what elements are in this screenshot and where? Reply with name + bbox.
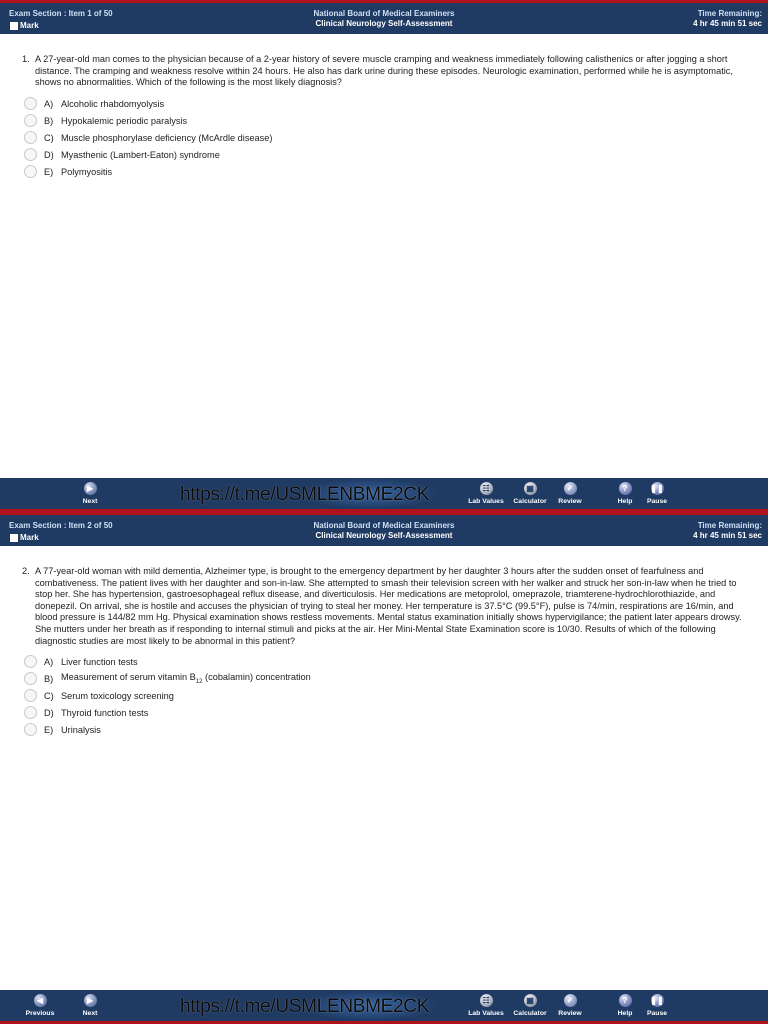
time-remaining-label: Time Remaining: — [697, 521, 762, 530]
answer-choice-d[interactable] — [24, 704, 311, 721]
answer-choice-a[interactable] — [24, 95, 272, 112]
time-remaining-label: Time Remaining: — [697, 9, 762, 18]
choice-letter: A) — [44, 656, 54, 667]
pause-icon: ❚❚ — [650, 993, 665, 1008]
lab-values-icon: ☷ — [479, 993, 494, 1008]
choice-text: Thyroid function tests — [61, 707, 149, 718]
help-question-icon: ? — [618, 993, 633, 1008]
help-question-icon: ? — [618, 481, 633, 496]
answer-choices — [24, 653, 311, 738]
exam-footer-toolbar — [0, 990, 768, 1024]
radio-button[interactable] — [24, 165, 37, 178]
choice-letter: D) — [44, 149, 54, 160]
choice-letter: E) — [44, 166, 54, 177]
radio-button[interactable] — [24, 689, 37, 702]
calculator-button[interactable] — [510, 993, 550, 1017]
question-text: A 27-year-old man comes to the physician because of a 2-year history of severe muscle cramping and weakness immediately following calisthenics or after jogging a short distance. The cramping and weakness resolve within 24 hours. He also has dark urine during these episodes. Neurologic examination, performed while he is asymptomatic, shows no abnormalities. Which of the following is the most likely diagnosis? — [35, 54, 733, 88]
watermark-link: https://t.me/USMLENBME2CK — [180, 996, 430, 1017]
choice-letter: A) — [44, 98, 54, 109]
organization-name: National Board of Medical Examiners — [313, 9, 455, 18]
help-label: Help — [617, 498, 633, 505]
pause-button[interactable] — [637, 481, 677, 505]
form-title: Clinical Neurology Self-Assessment — [315, 531, 453, 540]
pause-icon: ❚❚ — [650, 481, 665, 496]
choice-letter: D) — [44, 707, 54, 718]
pause-label: Pause — [646, 498, 668, 505]
exam-header — [0, 512, 768, 546]
lab-values-label: Lab Values — [468, 498, 504, 505]
review-check-icon: ✓ — [563, 993, 578, 1008]
answer-choice-b[interactable] — [24, 112, 272, 129]
answer-choice-c[interactable] — [24, 129, 272, 146]
choice-letter: E) — [44, 724, 54, 735]
radio-button[interactable] — [24, 655, 37, 668]
radio-button[interactable] — [24, 706, 37, 719]
answer-choice-e[interactable] — [24, 721, 311, 738]
calculator-label: Calculator — [513, 498, 547, 505]
choice-subscript: 12 — [195, 678, 203, 685]
exam-page-item-2 — [0, 512, 768, 1024]
lab-values-button[interactable] — [466, 481, 506, 505]
answer-choice-c[interactable] — [24, 687, 311, 704]
calculator-icon: ▦ — [523, 481, 538, 496]
pause-button[interactable] — [637, 993, 677, 1017]
answer-choice-b[interactable] — [24, 670, 311, 687]
calculator-icon: ▦ — [523, 993, 538, 1008]
mark-label: Mark — [20, 21, 39, 30]
choice-letter: C) — [44, 690, 54, 701]
choice-letter: B) — [44, 115, 54, 126]
watermark-link: https://t.me/USMLENBME2CK — [180, 484, 430, 505]
choice-text: Urinalysis — [61, 724, 101, 735]
radio-button[interactable] — [24, 97, 37, 110]
answer-choice-d[interactable] — [24, 146, 272, 163]
question-text: A 77-year-old woman with mild dementia, Alzheimer type, is brought to the emergency department by her daughter 3 hours after the sudden onset of fearfulness and combativeness. The patient lives with her daughter and son-in-law. She attempted to smash their television screen with her walker and struck her son-in-law when he tried to stop her. She has hypertension, gastroesophageal reflux disease, and diverticulosis. Her medications are metoprolol, omeprazole, triamterene-hydrochlorothiazide, and donepezil. On arrival, she is hostile and accuses the physician of trying to steal her money. Her temperature is 37.5°C (99.5°F), pulse is 74/min, respirations are 16/min, and blood pressure is 144/82 mm Hg. Physical examination shows restless movements. Mental status examination initially shows hypervigilance; the patient later appears drowsy. She mutters under her breath as if responding to internal stimuli and picks at the air. Her Mini-Mental State Examination score is 10/30. Results of which of the following diagnostic studies are most likely to be abnormal in this patient? — [35, 566, 742, 646]
next-arrow-icon: ▶ — [83, 481, 98, 496]
choice-text: Polymyositis — [61, 166, 113, 177]
choice-text — [61, 672, 311, 685]
answer-choice-a[interactable] — [24, 653, 311, 670]
review-label: Review — [558, 1010, 582, 1017]
choice-text: Muscle phosphorylase deficiency (McArdle disease) — [61, 132, 273, 143]
question-stem — [22, 54, 746, 89]
radio-button[interactable] — [24, 723, 37, 736]
exam-footer-toolbar — [0, 478, 768, 512]
review-check-icon: ✓ — [563, 481, 578, 496]
answer-choices — [24, 95, 272, 180]
choice-text-part: (cobalamin) concentration — [202, 672, 311, 683]
exam-title-block — [0, 9, 768, 29]
time-remaining — [693, 9, 762, 29]
help-label: Help — [617, 1010, 633, 1017]
time-remaining-value: 4 hr 45 min 51 sec — [693, 531, 762, 540]
question-number: 2. — [22, 566, 30, 576]
radio-button[interactable] — [24, 131, 37, 144]
choice-text: Myasthenic (Lambert-Eaton) syndrome — [61, 149, 220, 160]
choice-text: Alcoholic rhabdomyolysis — [61, 98, 165, 109]
lab-values-label: Lab Values — [468, 1010, 504, 1017]
previous-button[interactable] — [20, 993, 60, 1017]
section-item-counter: Exam Section : Item 1 of 50 — [9, 9, 113, 18]
radio-button[interactable] — [24, 114, 37, 127]
time-remaining-value: 4 hr 45 min 51 sec — [693, 19, 762, 28]
mark-label: Mark — [20, 533, 39, 542]
choice-text: Liver function tests — [61, 656, 138, 667]
question-number: 1. — [22, 54, 30, 64]
review-label: Review — [558, 498, 582, 505]
organization-name: National Board of Medical Examiners — [313, 521, 455, 530]
lab-values-button[interactable] — [466, 993, 506, 1017]
next-arrow-icon: ▶ — [83, 993, 98, 1008]
radio-button[interactable] — [24, 672, 37, 685]
calculator-button[interactable] — [510, 481, 550, 505]
time-remaining — [693, 521, 762, 541]
next-label: Next — [82, 1010, 98, 1017]
form-title: Clinical Neurology Self-Assessment — [315, 19, 453, 28]
answer-choice-e[interactable] — [24, 163, 272, 180]
review-button[interactable] — [550, 481, 590, 505]
previous-arrow-icon: ◀ — [33, 993, 48, 1008]
pause-label: Pause — [646, 1010, 668, 1017]
calculator-label: Calculator — [513, 1010, 547, 1017]
next-button[interactable] — [70, 993, 110, 1017]
next-label: Next — [82, 498, 98, 505]
choice-text: Hypokalemic periodic paralysis — [61, 115, 188, 126]
choice-text-part: Measurement of serum vitamin B — [61, 672, 196, 683]
exam-title-block — [0, 521, 768, 541]
question-stem — [22, 566, 746, 647]
radio-button[interactable] — [24, 148, 37, 161]
next-button[interactable] — [70, 481, 110, 505]
exam-header — [0, 0, 768, 34]
review-button[interactable] — [550, 993, 590, 1017]
choice-letter: B) — [44, 673, 54, 684]
previous-label: Previous — [25, 1010, 55, 1017]
section-item-counter: Exam Section : Item 2 of 50 — [9, 521, 113, 530]
lab-values-icon: ☷ — [479, 481, 494, 496]
choice-letter: C) — [44, 132, 54, 143]
choice-text: Serum toxicology screening — [61, 690, 174, 701]
